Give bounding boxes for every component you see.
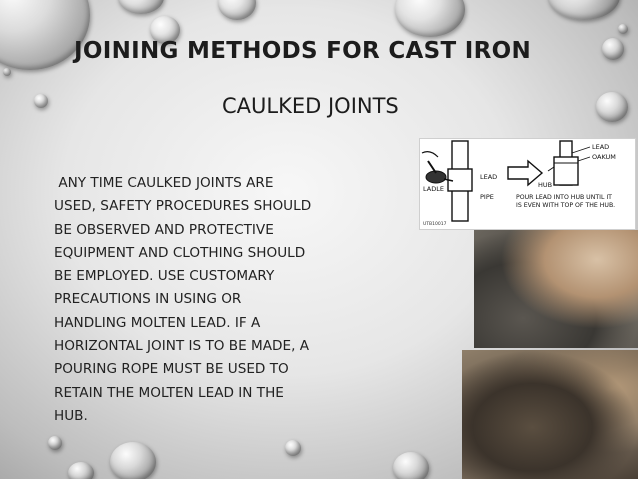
label-lead-right: LEAD xyxy=(592,143,610,151)
body-line: HUB. xyxy=(54,407,88,424)
body-line: HANDLING MOLTEN LEAD. IF A xyxy=(54,314,261,331)
water-droplet xyxy=(395,0,465,37)
water-droplet xyxy=(596,92,628,122)
diagram-caption-line: POUR LEAD INTO HUB UNTIL IT xyxy=(516,194,612,201)
label-lead-left: LEAD xyxy=(480,173,498,181)
cast-iron-hub-photo xyxy=(462,350,638,479)
figure-code: UTB10017 xyxy=(423,222,447,227)
water-droplet xyxy=(218,0,256,20)
label-ladle: LADLE xyxy=(423,185,444,193)
water-droplet xyxy=(393,452,429,479)
water-droplet xyxy=(34,94,48,108)
label-oakum: OAKUM xyxy=(592,153,616,161)
body-line: EQUIPMENT AND CLOTHING SHOULD xyxy=(54,244,306,261)
water-droplet xyxy=(618,24,628,34)
label-pipe: PIPE xyxy=(480,193,494,201)
label-hub: HUB xyxy=(538,181,553,189)
body-line: BE EMPLOYED. USE CUSTOMARY xyxy=(54,268,275,285)
water-droplet xyxy=(118,0,164,14)
caulking-hands-photo xyxy=(474,230,638,348)
water-droplet xyxy=(602,38,624,60)
pouring-lead-diagram xyxy=(419,138,636,230)
water-droplet xyxy=(3,68,11,76)
body-line: ANY TIME CAULKED JOINTS ARE xyxy=(54,175,274,191)
body-line: PRECAUTIONS IN USING OR xyxy=(54,291,242,308)
body-line: HORIZONTAL JOINT IS TO BE MADE, A xyxy=(54,338,310,355)
slide-title: JOINING METHODS FOR CAST IRON xyxy=(74,38,532,64)
body-text xyxy=(54,172,354,428)
water-droplet xyxy=(48,436,62,450)
water-droplet xyxy=(548,0,620,20)
water-droplet xyxy=(285,440,301,456)
body-line: RETAIN THE MOLTEN LEAD IN THE xyxy=(54,384,284,401)
water-droplet xyxy=(110,442,156,479)
body-line: POURING ROPE MUST BE USED TO xyxy=(54,361,289,378)
water-droplet xyxy=(68,462,94,479)
diagram-drawing xyxy=(420,139,635,229)
diagram-caption-line: IS EVEN WITH TOP OF THE HUB. xyxy=(516,202,616,209)
slide-subtitle: CAULKED JOINTS xyxy=(222,94,399,118)
body-line: BE OBSERVED AND PROTECTIVE xyxy=(54,221,274,238)
body-line: USED, SAFETY PROCEDURES SHOULD xyxy=(54,198,312,215)
